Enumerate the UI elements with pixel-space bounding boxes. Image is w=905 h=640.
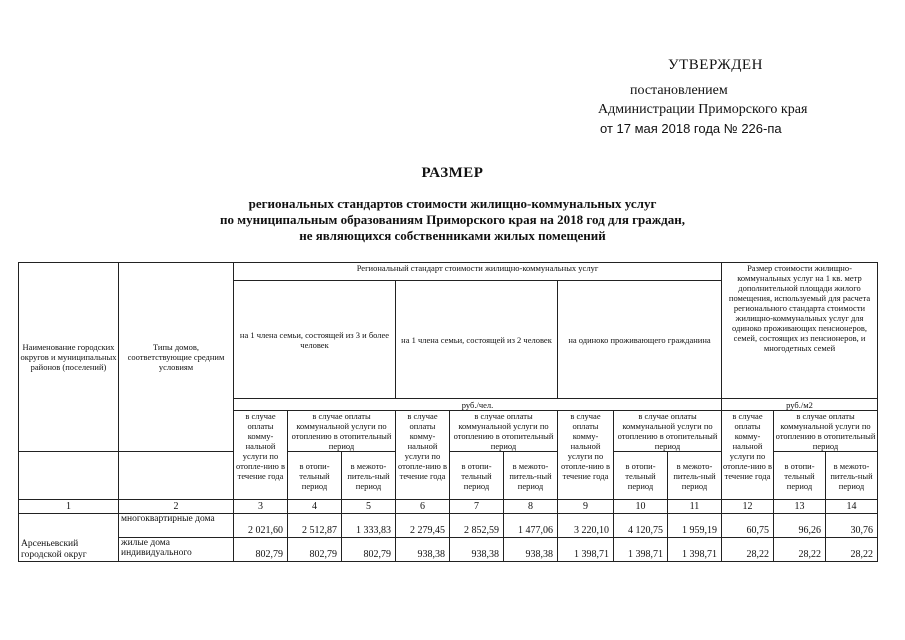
column-number: 6: [396, 500, 450, 514]
house-type: многоквартирные дома: [119, 514, 234, 538]
value-cell: 802,79: [288, 538, 342, 562]
header-municipality: Наименование городских округов и муниципальных районов (поселений): [19, 263, 119, 452]
header-empty: [19, 452, 119, 500]
header-paid-heating: в случае оплаты коммунальной услуги по отоплению в отопительный период: [774, 411, 878, 452]
column-number: 10: [614, 500, 668, 514]
column-number: 3: [234, 500, 288, 514]
value-cell: 1 398,71: [668, 538, 722, 562]
value-cell: 1 398,71: [558, 538, 614, 562]
house-type: жилые дома индивидуального: [119, 538, 234, 562]
value-cell: 938,38: [504, 538, 558, 562]
header-regional-standard: Региональный стандарт стоимости жилищно-коммунальных услуг: [234, 263, 722, 281]
standards-table: [18, 262, 878, 562]
value-cell: 938,38: [396, 538, 450, 562]
header-paid-year: в случае оплаты комму-нальной услуги по отопле-нию в течение года: [396, 411, 450, 500]
header-heating-period: в отопи-тельный период: [450, 452, 504, 500]
header-paid-year: в случае оплаты комму-нальной услуги по отопле-нию в течение года: [234, 411, 288, 500]
approval-line-2: Администрации Приморского края: [598, 102, 808, 117]
value-cell: 802,79: [342, 538, 396, 562]
value-cell: 60,75: [722, 514, 774, 538]
column-number: 14: [826, 500, 878, 514]
value-cell: 2 852,59: [450, 514, 504, 538]
column-number: 5: [342, 500, 396, 514]
header-family3: на 1 члена семьи, состоящей из 3 и более человек: [234, 281, 396, 399]
column-number: 13: [774, 500, 826, 514]
unit-rub-person: руб./чел.: [234, 399, 722, 411]
approval-title: УТВЕРЖДЕН: [668, 57, 763, 73]
table-row: [19, 538, 878, 562]
header-paid-year: в случае оплаты комму-нальной услуги по отопле-нию в течение года: [558, 411, 614, 500]
header-heating-period: в отопи-тельный период: [614, 452, 668, 500]
header-paid-year: в случае оплаты комму-нальной услуги по отопле-нию в течение года: [722, 411, 774, 500]
value-cell: 96,26: [774, 514, 826, 538]
header-heating-period: в отопи-тельный период: [288, 452, 342, 500]
approval-line-1: постановлением: [630, 83, 728, 98]
value-cell: 28,22: [826, 538, 878, 562]
header-heating-period: в отопи-тельный период: [774, 452, 826, 500]
column-number: 9: [558, 500, 614, 514]
header-extra-area: Размер стоимости жилищно-коммунальных услуг на 1 кв. метр дополнительной площади жилого помещения, используемый для расчета регионального стандарта стоимости жилищно-коммунальных услуг для одиноко проживающих пенсионеров, семей, состоящих из пенсионеров, и многодетных семей: [722, 263, 878, 399]
value-cell: 938,38: [450, 538, 504, 562]
document-title: РАЗМЕР: [421, 165, 484, 181]
column-number-row: [19, 500, 878, 514]
unit-rub-m2: руб./м2: [722, 399, 878, 411]
subtitle-line-1: региональных стандартов стоимости жилищно-коммунальных услуг: [248, 196, 657, 211]
header-between-period: в межото-питель-ный период: [342, 452, 396, 500]
header-between-period: в межото-питель-ный период: [668, 452, 722, 500]
column-number: 8: [504, 500, 558, 514]
value-cell: 30,76: [826, 514, 878, 538]
header-family2: на 1 члена семьи, состоящей из 2 человек: [396, 281, 558, 399]
header-house-types: Типы домов, соответствующие средним условиям: [119, 263, 234, 452]
value-cell: 802,79: [234, 538, 288, 562]
column-number: 1: [19, 500, 119, 514]
subtitle-line-3: не являющихся собственниками жилых помещений: [299, 228, 606, 243]
header-paid-heating: в случае оплаты коммунальной услуги по отоплению в отопительный период: [450, 411, 558, 452]
value-cell: 1 477,06: [504, 514, 558, 538]
header-single: на одиноко проживающего гражданина: [558, 281, 722, 399]
value-cell: 2 512,87: [288, 514, 342, 538]
table-row: [19, 514, 878, 538]
column-number: 11: [668, 500, 722, 514]
value-cell: 2 021,60: [234, 514, 288, 538]
header-empty: [119, 452, 234, 500]
column-number: 12: [722, 500, 774, 514]
value-cell: 1 333,83: [342, 514, 396, 538]
value-cell: 3 220,10: [558, 514, 614, 538]
region-name: Арсеньевский городской округ: [19, 514, 119, 562]
header-between-period: в межото-питель-ный период: [826, 452, 878, 500]
document-subtitle: [0, 196, 905, 244]
header-paid-heating: в случае оплаты коммунальной услуги по отоплению в отопительный период: [614, 411, 722, 452]
header-paid-heating: в случае оплаты коммунальной услуги по отоплению в отопительный период: [288, 411, 396, 452]
value-cell: 28,22: [722, 538, 774, 562]
value-cell: 4 120,75: [614, 514, 668, 538]
value-cell: 28,22: [774, 538, 826, 562]
column-number: 7: [450, 500, 504, 514]
value-cell: 1 959,19: [668, 514, 722, 538]
column-number: 2: [119, 500, 234, 514]
header-between-period: в межото-питель-ный период: [504, 452, 558, 500]
value-cell: 1 398,71: [614, 538, 668, 562]
value-cell: 2 279,45: [396, 514, 450, 538]
subtitle-line-2: по муниципальным образованиям Приморского края на 2018 год для граждан,: [220, 212, 685, 227]
approval-line-3: от 17 мая 2018 года № 226-па: [600, 121, 782, 136]
column-number: 4: [288, 500, 342, 514]
